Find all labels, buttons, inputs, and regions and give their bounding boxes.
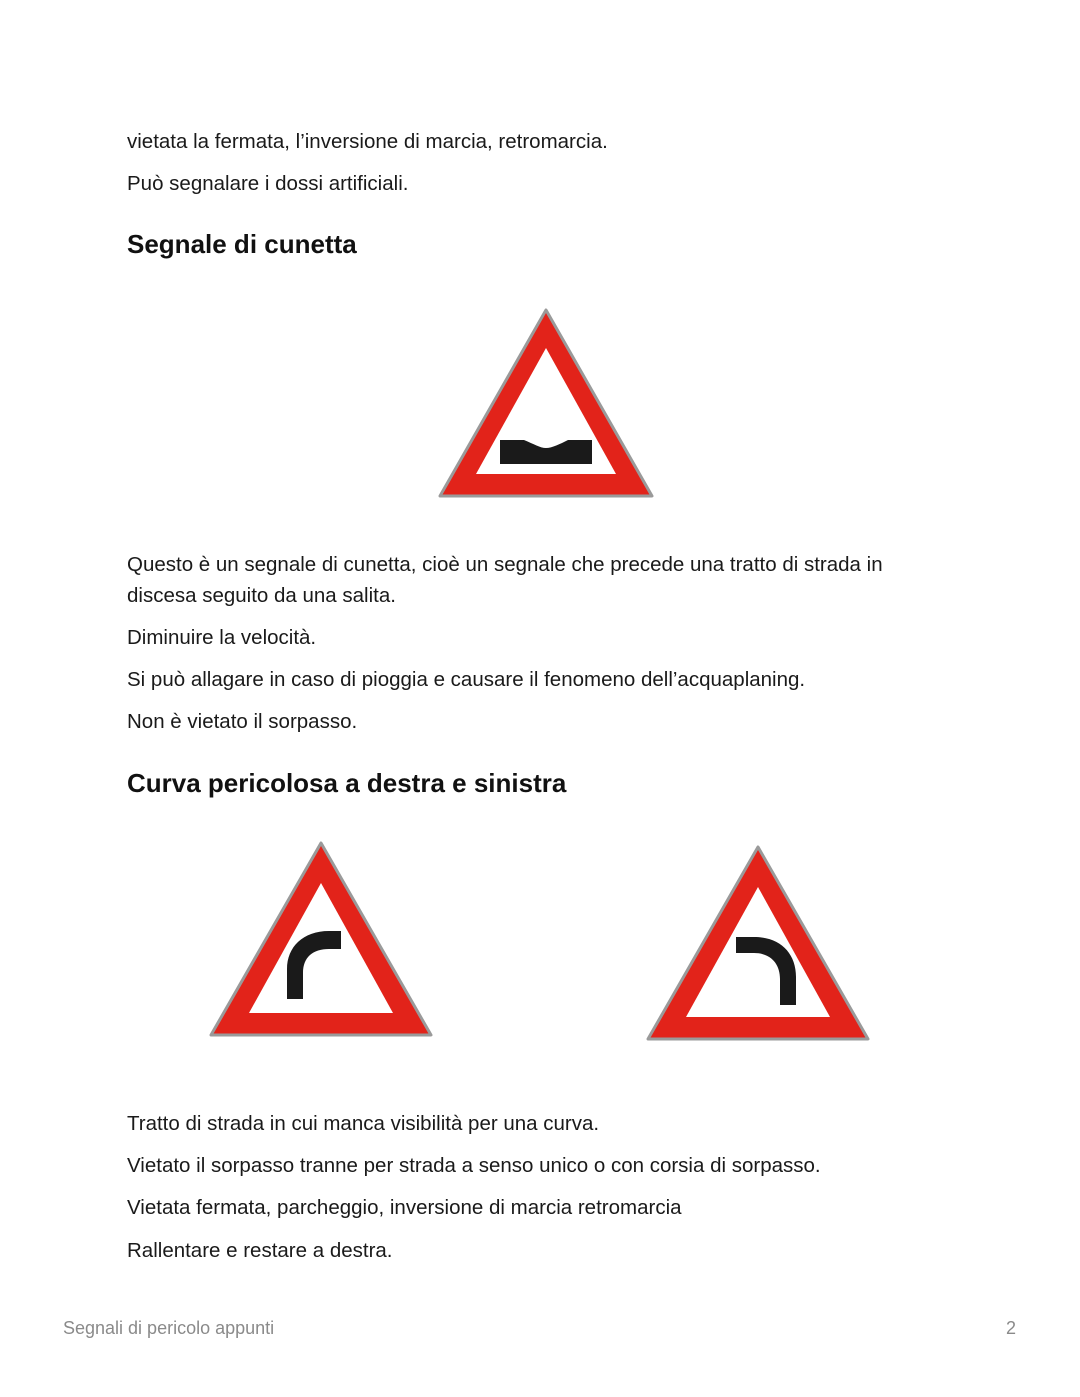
cunetta-warning-sign-icon [436,306,656,502]
curve-right-warning-sign-icon [207,839,435,1041]
paragraph: Vietato il sorpasso tranne per strada a senso unico o con corsia di sorpasso. [127,1154,821,1177]
curve-left-warning-sign-icon [644,843,872,1045]
section-heading-curva-pericolosa: Curva pericolosa a destra e sinistra [127,768,567,798]
paragraph: Vietata fermata, parcheggio, inversione di marcia retromarcia [127,1196,682,1219]
paragraph: vietata la fermata, l’inversione di marcia, retromarcia. [127,130,608,153]
paragraph: Può segnalare i dossi artificiali. [127,172,409,195]
paragraph: Rallentare e restare a destra. [127,1239,393,1262]
footer-document-title: Segnali di pericolo appunti [63,1318,275,1338]
paragraph: Tratto di strada in cui manca visibilità per una curva. [127,1112,600,1135]
section-heading-cunetta: Segnale di cunetta [127,229,357,259]
paragraph: Non è vietato il sorpasso. [127,710,358,733]
paragraph: Questo è un segnale di cunetta, cioè un segnale che precede una tratto di strada in discesa seguito da una salita. [127,553,883,607]
paragraph: Si può allagare in caso di pioggia e causare il fenomeno dell’acquaplaning. [127,668,806,691]
paragraph: Diminuire la velocità. [127,626,317,649]
page-number: 2 [1005,1318,1016,1338]
